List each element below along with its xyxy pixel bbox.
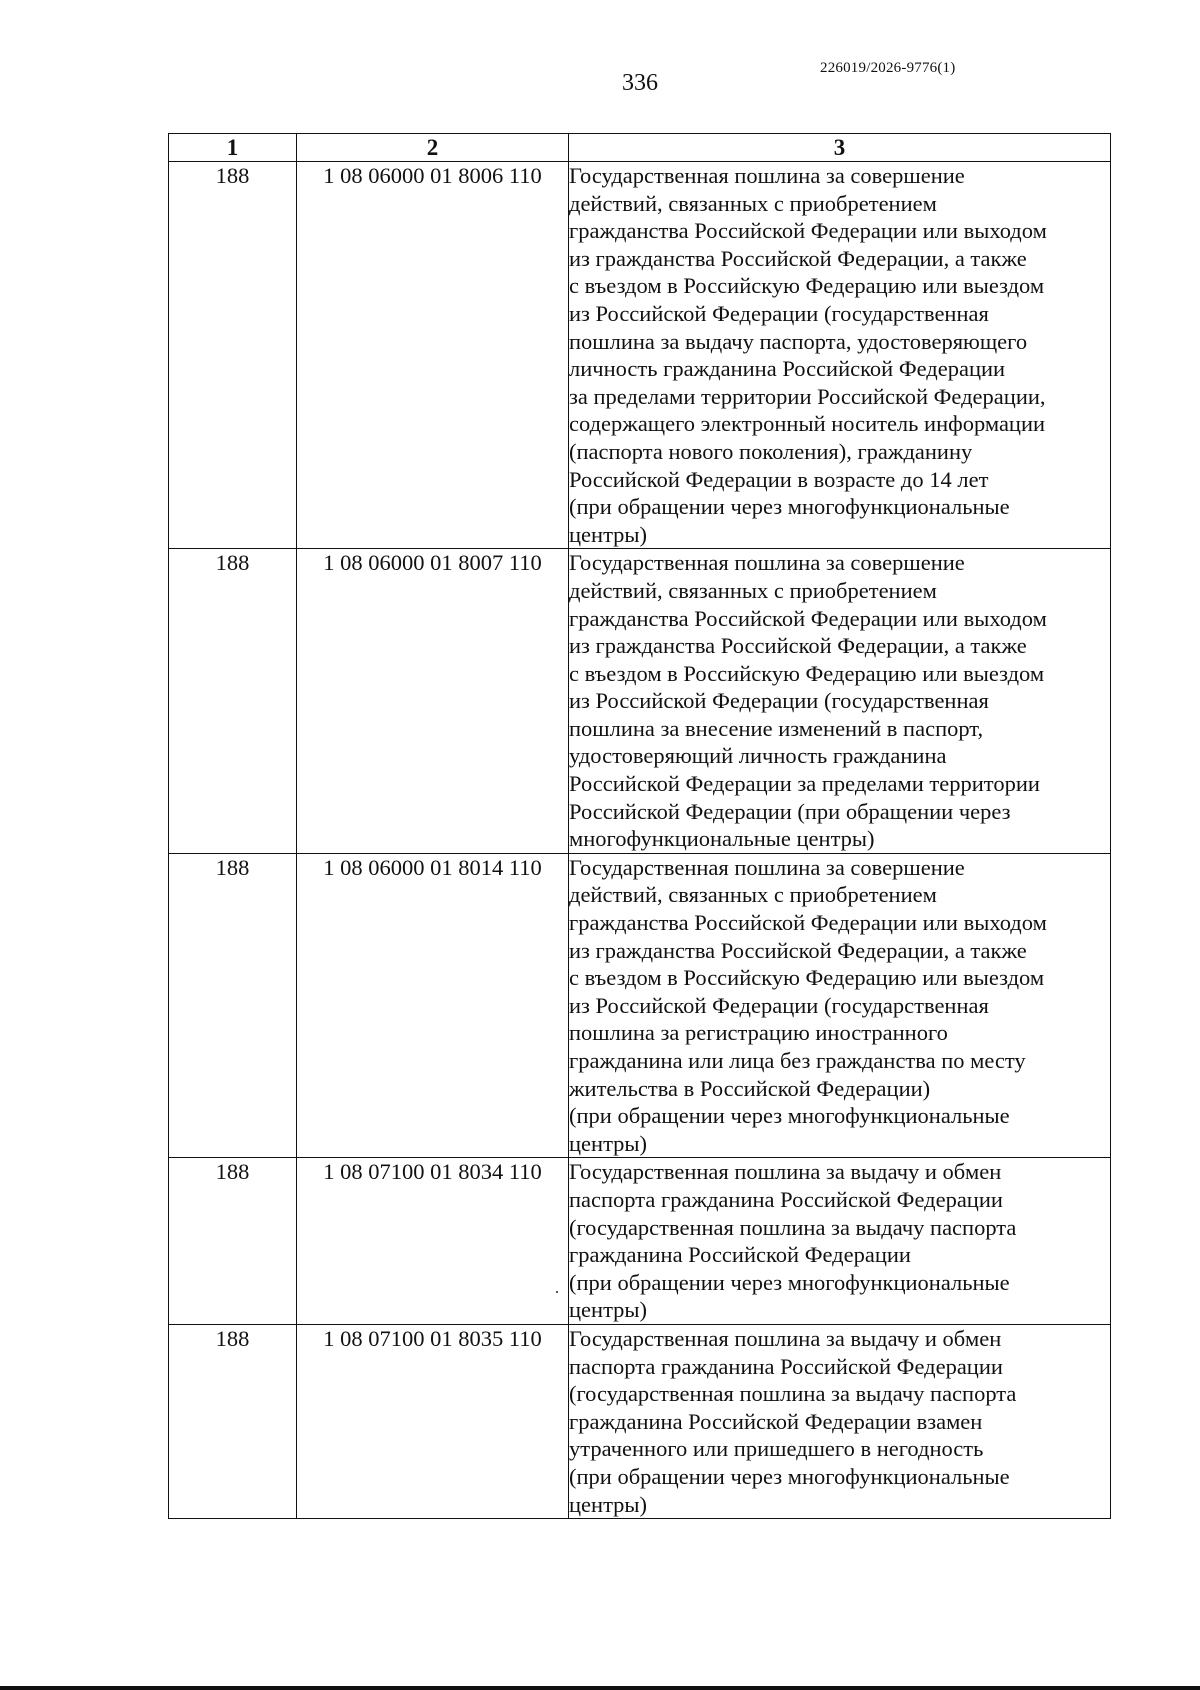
- description-line: центры): [569, 1491, 648, 1517]
- description-line: паспорта гражданина Российской Федерации: [569, 1186, 1003, 1212]
- budget-classification-code-cell: 1 08 06000 01 8014 110: [297, 853, 569, 1158]
- description-line: действий, связанных с приобретением: [569, 882, 937, 908]
- description-line: многофункциональные центры): [569, 826, 875, 852]
- description-line: пошлина за регистрацию иностранного: [569, 1020, 948, 1046]
- description-line: пошлина за внесение изменений в паспорт,: [569, 715, 984, 741]
- description-line: (при обращении через многофункциональные: [569, 1463, 1010, 1489]
- administrator-code-cell: 188: [169, 162, 297, 549]
- description-line: гражданина или лица без гражданства по месту: [569, 1048, 1026, 1073]
- description-line: центры): [569, 1297, 648, 1323]
- description-line: паспорта гражданина Российской Федерации: [569, 1353, 1003, 1379]
- description-line: за пределами территории Российской Федерации,: [569, 383, 1046, 409]
- description-line: Государственная пошлина за совершение: [569, 550, 965, 576]
- description-line: (государственная пошлина за выдачу паспорта: [569, 1381, 1017, 1407]
- description-line: Государственная пошлина за совершение: [569, 854, 965, 880]
- description-line: Российской Федерации (при обращении через: [569, 798, 1011, 824]
- administrator-code-cell: 188: [169, 549, 297, 854]
- description-line: из Российской Федерации (государственная: [569, 300, 989, 326]
- description-line: пошлина за выдачу паспорта, удостоверяющего: [569, 328, 1028, 354]
- description-cell: [569, 853, 1111, 1158]
- description-line: гражданина Российской Федерации: [569, 1242, 911, 1268]
- description-line: гражданства Российской Федерации или выходом: [569, 910, 1047, 936]
- description-cell: [569, 1324, 1111, 1518]
- column-header-2: 2: [297, 134, 569, 162]
- description-line: гражданства Российской Федерации или выходом: [569, 605, 1047, 631]
- description-line: удостоверяющий личность гражданина: [569, 743, 947, 769]
- description-line: личность гражданина Российской Федерации: [569, 356, 1006, 382]
- description-line: жительства в Российской Федерации): [569, 1075, 931, 1101]
- description-line: (государственная пошлина за выдачу паспорта: [569, 1214, 1017, 1240]
- description-cell: [569, 162, 1111, 549]
- description-cell: [569, 1158, 1111, 1325]
- table-row: [169, 1324, 1111, 1518]
- description-line: Государственная пошлина за выдачу и обмен: [569, 1159, 1002, 1185]
- description-line: Государственная пошлина за выдачу и обмен: [569, 1325, 1002, 1351]
- description-line: (при обращении через многофункциональные: [569, 1269, 1010, 1295]
- table-row: [169, 549, 1111, 854]
- table-row: [169, 853, 1111, 1158]
- description-line: из Российской Федерации (государственная: [569, 992, 989, 1018]
- codes-table: [168, 133, 1111, 1519]
- column-header-1: 1: [169, 134, 297, 162]
- description-line: содержащего электронный носитель информации: [569, 411, 1046, 437]
- description-line: с въездом в Российскую Федерацию или выездом: [569, 273, 1045, 299]
- table-body: [169, 162, 1111, 1519]
- description-line: из Российской Федерации (государственная: [569, 688, 989, 714]
- description-line: из гражданства Российской Федерации, а также: [569, 633, 1027, 659]
- description-line: центры): [569, 521, 648, 547]
- description-line: (при обращении через многофункциональные: [569, 1103, 1010, 1129]
- scan-bottom-edge: [0, 1686, 1200, 1690]
- description-line: центры): [569, 1130, 648, 1156]
- administrator-code-cell: 188: [169, 1158, 297, 1325]
- table-row: [169, 1158, 1111, 1325]
- description-line: действий, связанных с приобретением: [569, 190, 937, 216]
- table-row: [169, 162, 1111, 549]
- description-line: Российской Федерации в возрасте до 14 лет: [569, 466, 989, 492]
- description-line: (при обращении через многофункциональные: [569, 494, 1010, 520]
- description-line: из гражданства Российской Федерации, а также: [569, 937, 1027, 963]
- description-cell: [569, 549, 1111, 854]
- description-line: с въездом в Российскую Федерацию или выездом: [569, 965, 1045, 991]
- scan-speck: [556, 1291, 558, 1293]
- table-header-row: [169, 134, 1111, 162]
- budget-classification-code-cell: 1 08 06000 01 8006 110: [297, 162, 569, 549]
- description-line: гражданства Российской Федерации или выходом: [569, 218, 1047, 244]
- description-line: действий, связанных с приобретением: [569, 577, 937, 603]
- description-line: гражданина Российской Федерации взамен: [569, 1408, 983, 1434]
- description-line: из гражданства Российской Федерации, а также: [569, 245, 1027, 271]
- administrator-code-cell: 188: [169, 853, 297, 1158]
- document-id: 226019/2026-9776(1): [820, 60, 956, 76]
- description-line: Российской Федерации за пределами территории: [569, 771, 1040, 797]
- administrator-code-cell: 188: [169, 1324, 297, 1518]
- description-line: с въездом в Российскую Федерацию или выездом: [569, 660, 1045, 686]
- column-header-3: 3: [569, 134, 1111, 162]
- description-line: Государственная пошлина за совершение: [569, 163, 965, 188]
- description-line: утраченного или пришедшего в негодность: [569, 1436, 984, 1462]
- budget-classification-code-cell: 1 08 07100 01 8034 110: [297, 1158, 569, 1325]
- page-number: 336: [622, 70, 658, 96]
- budget-classification-code-cell: 1 08 06000 01 8007 110: [297, 549, 569, 854]
- budget-classification-code-cell: 1 08 07100 01 8035 110: [297, 1324, 569, 1518]
- description-line: (паспорта нового поколения), гражданину: [569, 438, 973, 464]
